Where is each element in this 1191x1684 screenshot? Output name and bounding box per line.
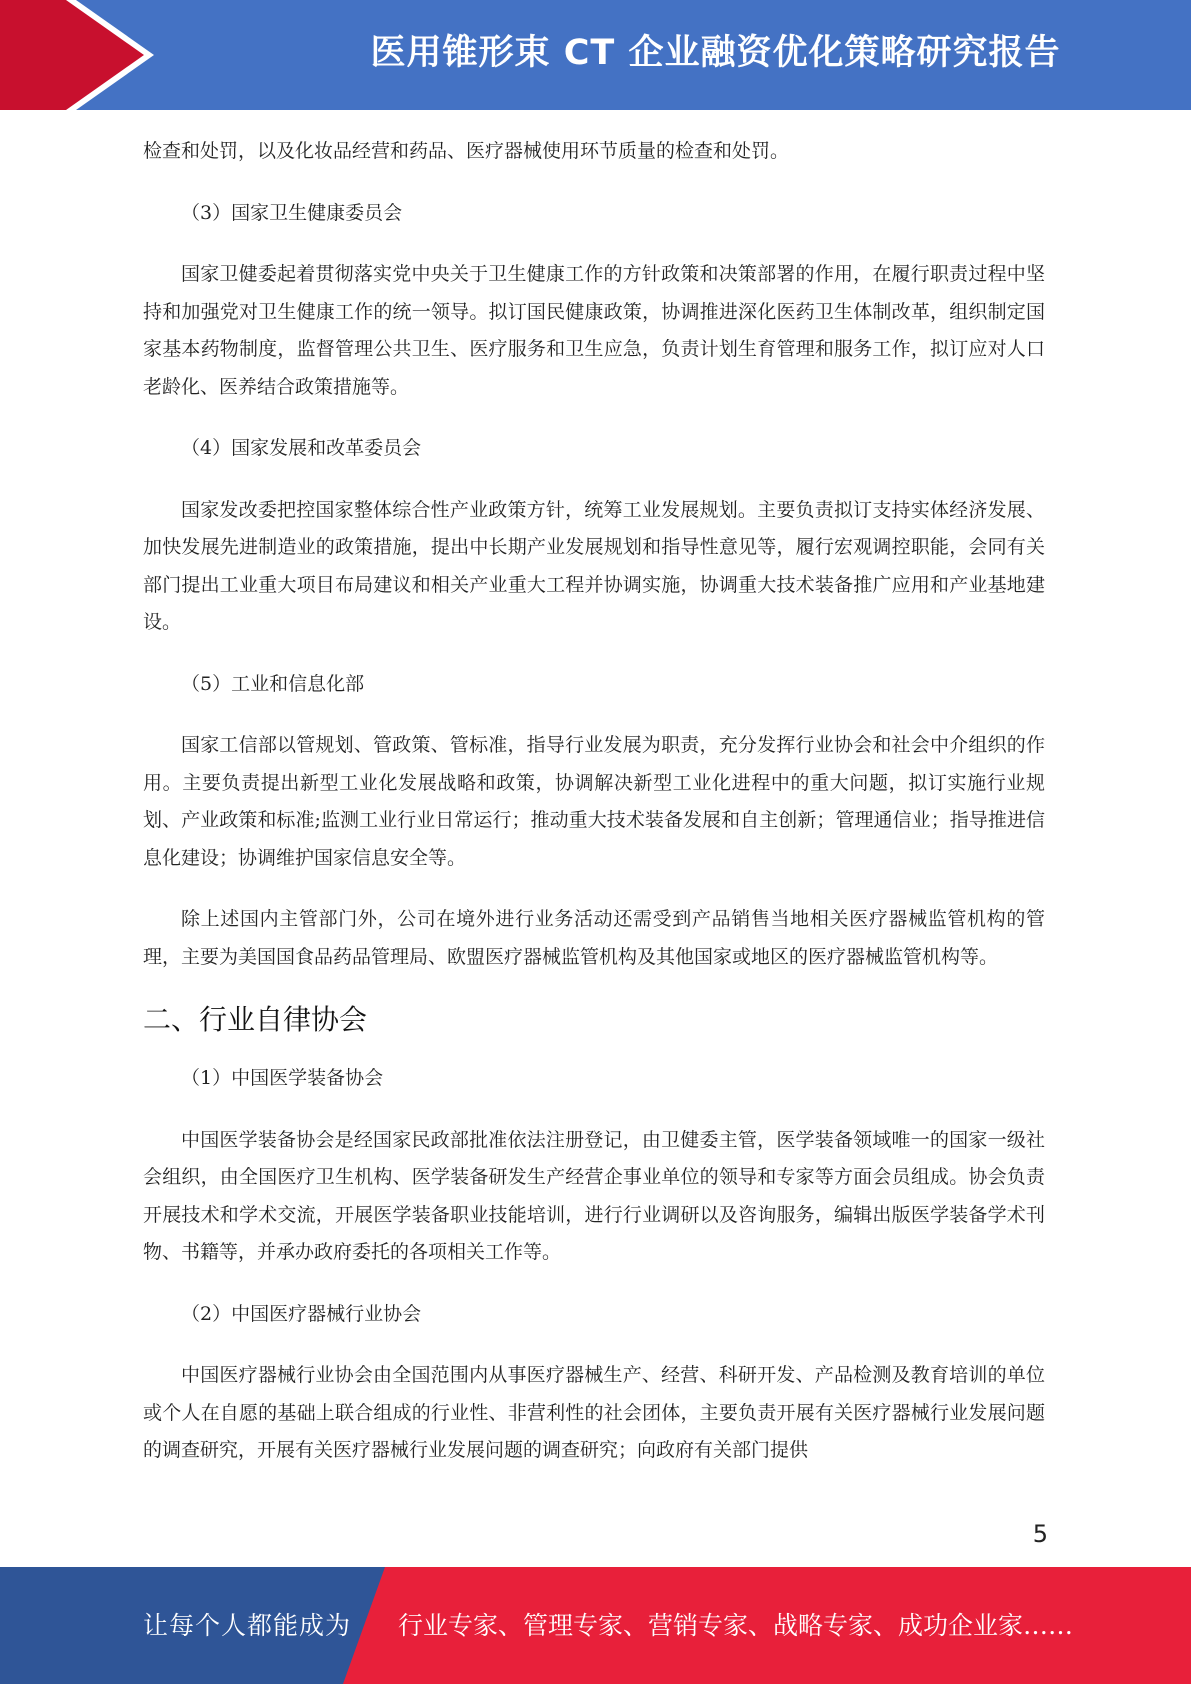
paragraph: 国家发改委把控国家整体综合性产业政策方针，统筹工业发展规划。主要负责拟订支持实体经济发展、加快发展先进制造业的政策措施，提出中长期产业发展规划和指导性意见等，履行宏观调控职能，会同有关部门提出工业重大项目布局建议和相关产业重大工程并协调实施，协调重大技术装备推广应用和产业基地建设。 bbox=[143, 498, 1045, 633]
paragraph: 国家卫健委起着贯彻落实党中央关于卫生健康工作的方针政策和决策部署的作用，在履行职责过程中坚持和加强党对卫生健康工作的统一领导。拟订国民健康政策，协调推进深化医药卫生体制改革，组织制定国家基本药物制度，监督管理公共卫生、医疗服务和卫生应急，负责计划生育管理和服务工作，拟订应对人口老龄化、医养结合政策措施等。 bbox=[143, 263, 1045, 398]
subheading-ndrc: （4）国家发展和改革委员会 bbox=[181, 437, 422, 459]
section-heading: 二、行业自律协会 bbox=[143, 1003, 368, 1036]
paragraph: 国家工信部以管规划、管政策、管标准，指导行业发展为职责，充分发挥行业协会和社会中介组织的作用。主要负责提出新型工业化发展战略和政策，协调解决新型工业化进程中的重大问题，拟订实施行业规划、产业政策和标准;监测工业行业日常运行；推动重大技术装备发展和自主创新；管理通信业；指导推进信息化建设；协调维护国家信息安全等。 bbox=[143, 734, 1045, 869]
page-number: 5 bbox=[1032, 1520, 1048, 1548]
paragraph: 检查和处罚，以及化妆品经营和药品、医疗器械使用环节质量的检查和处罚。 bbox=[143, 140, 790, 162]
paragraph: 中国医学装备协会是经国家民政部批准依法注册登记，由卫健委主管，医学装备领域唯一的国家一级社会组织，由全国医疗卫生机构、医学装备研发生产经营企事业单位的领导和专家等方面会员组成。协会负责开展技术和学术交流，开展医学装备职业技能培训，进行行业调研以及咨询服务，编辑出版医学装备学术刊物、书籍等，并承办政府委托的各项相关工作等。 bbox=[143, 1128, 1045, 1263]
document-body bbox=[143, 133, 1045, 1494]
paragraph: 中国医疗器械行业协会由全国范围内从事医疗器械生产、经营、科研开发、产品检测及教育培训的单位或个人在自愿的基础上联合组成的行业性、非营利性的社会团体，主要负责开展有关医疗器械行业发展问题的调查研究，开展有关医疗器械行业发展问题的调查研究；向政府有关部门提供 bbox=[143, 1364, 1045, 1461]
subheading-cmea: （1）中国医学装备协会 bbox=[181, 1067, 384, 1089]
report-title: 医用锥形束 CT 企业融资优化策略研究报告 bbox=[370, 33, 1061, 73]
paragraph: 除上述国内主管部门外，公司在境外进行业务活动还需受到产品销售当地相关医疗器械监管机构的管理，主要为美国国食品药品管理局、欧盟医疗器械监管机构及其他国家或地区的医疗器械监管机构等。 bbox=[143, 908, 1045, 968]
subheading-nhc: （3）国家卫生健康委员会 bbox=[181, 201, 403, 224]
page-footer bbox=[0, 1567, 1191, 1684]
subheading-camdi: （2）中国医疗器械行业协会 bbox=[181, 1302, 422, 1325]
subheading-miit: （5）工业和信息化部 bbox=[181, 672, 365, 695]
footer-slogan-left: 让每个人都能成为 bbox=[143, 1611, 352, 1640]
page-header bbox=[0, 0, 1191, 110]
footer-slogan-right: 行业专家、管理专家、营销专家、战略专家、成功企业家…… bbox=[398, 1611, 1074, 1640]
